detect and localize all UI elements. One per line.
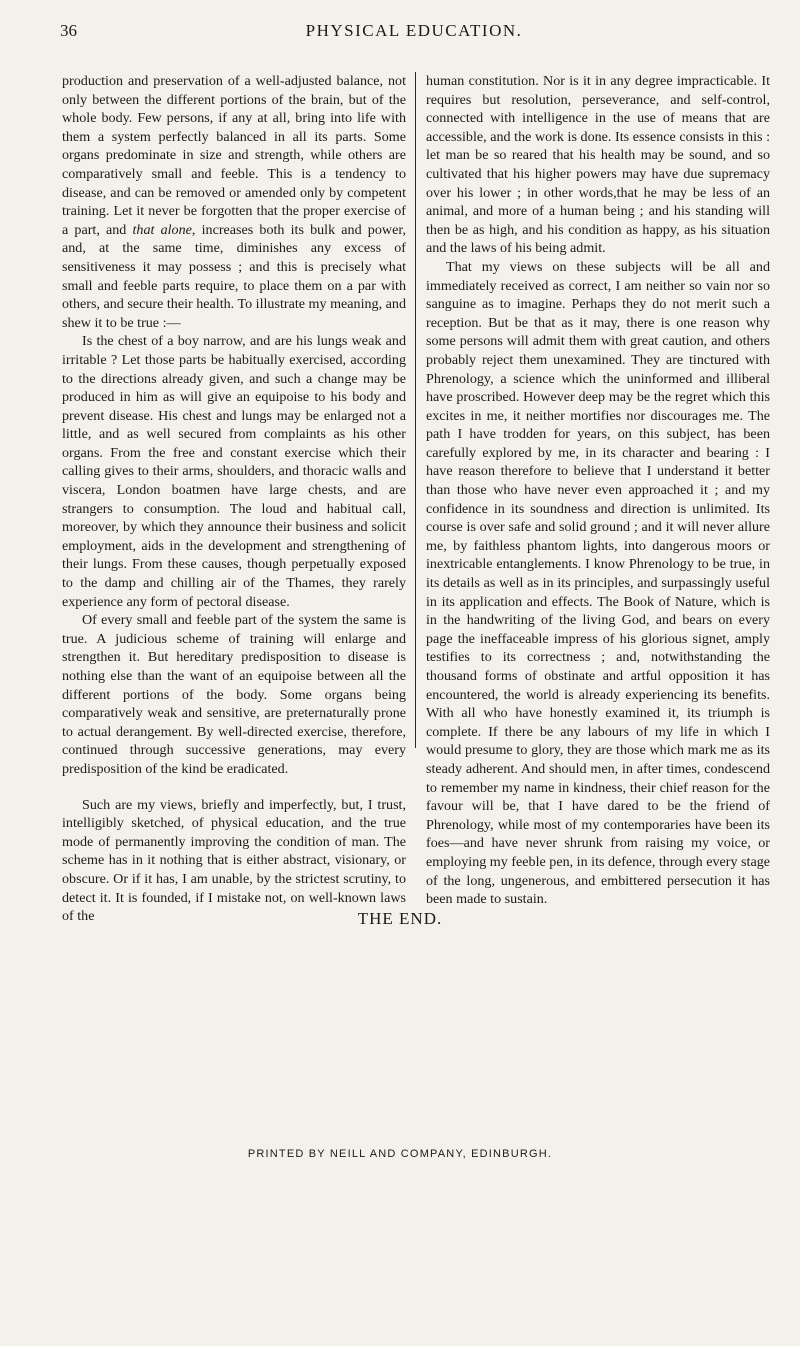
italic-phrase: that alone — [132, 221, 192, 238]
left-paragraph-4: Such are my views, briefly and imperfectly, but, I trust, intelligibly sketched, of physical education, and the true mode of permanently improving the condition of man. The scheme has in it nothing that is either abstract, visionary, or obscure. Or if it has, I am unable, by the strictest scrutiny, to detect it. It is founded, if I mistake not, on well-known laws of the — [62, 796, 406, 925]
printer-imprint: PRINTED BY NEILL AND COMPANY, EDINBURGH. — [247, 1148, 553, 1160]
the-end-heading: THE END. — [357, 909, 443, 928]
left-paragraph-1 — [62, 72, 406, 332]
left-paragraph-1-text: production and preservation of a well-adjusted balance, not only between the different portions of the brain, but of the whole body. Few persons, if any at all, bring into life with them a system perfectly balanced in all its parts. Some organs predominate in size and strength, while others are comparatively small and feeble. This is a tendency to disease, and can be removed or amended only by competent training. Let it never be forgotten that the proper exercise of a part, and — [62, 73, 406, 238]
left-paragraph-1-end: , increases both its bulk and power, and, at the same time, diminishes any excess of sensitiveness it may possess ; and this is precisely what small and feeble parts require, to place them on a par with others, and secure their health. To illustrate my meaning, and shew it to be true :— — [62, 221, 406, 331]
page-number: 36 — [60, 21, 77, 40]
right-paragraph-2: That my views on these subjects will be all and immediately received as correct, I am neither so vain nor so sanguine as to imagine. Perhaps they do not merit such a reception. But be that as it may, there is one reason why some persons will admit them with great caution, and others probably reject them unexamined. They are tinctured with Phrenology, a science which the uninformed and illiberal have proscribed. However deep may be the regret which this excites in me, it neither mortifies nor discourages me. The path I have trodden for years, on this subject, has been carefully explored by me, in its character and bearing : I have reason therefore to believe that I understand it better than those who have never even approached it ; and my confidence in its soundness and direction is unlimited. Its course is over safe and solid ground ; and it will never allure me, by faithless phantom lights, into dangerous moors or inextricable entanglements. I know Phrenology to be true, in its details as well as in its principles, and surpassingly useful in its application and effects. The Book of Nature, which is in the handwriting of the living God, and bears on every page the ineffaceable impress of his glorious signet, amply testifies to its correctness ; and, notwithstanding the thousand forms of obstinate and artful opposition it has encountered, the world is already experiencing its benefits. With all who have honestly examined it, its triumph is complete. If there be any labours of my life in which I would presume to glory, they are those which mark me as its steady adherent. And should men, in after times, condescend to remember my name in kindness, their chief reason for the favour will be, that I have dared to be the friend of Phrenology, while most of my contemporaries have been its foes—and have never shrunk from raising my voice, or employing my feeble pen, in its defence, through every stage of the long, ungenerous, and embittered persecution it has been made to sustain. — [426, 258, 771, 908]
column-divider — [415, 72, 416, 748]
left-paragraph-3: Of every small and feeble part of the system the same is true. A judicious scheme of training will enlarge and strengthen it. But hereditary predisposition to disease is nothing else than the want of an equipoise between all the different portions of the body. Some organs being comparatively weak and sensitive, are preternaturally prone to actual derangement. By well-directed exercise, therefore, continued through successive generations, may every predisposition of the kind be eradicated. — [62, 612, 406, 777]
right-column — [426, 72, 770, 909]
running-head — [60, 20, 768, 46]
running-title: PHYSICAL EDUCATION. — [305, 21, 523, 40]
left-paragraph-2: Is the chest of a boy narrow, and are his lungs weak and irritable ? Let those parts be habitually exercised, according to the directions already given, and such a change may be produced in him as will give an equipoise to his body and prevent disease. His chest and lungs may be enlarged not a little, and as well secured from complaints as his other organs. From the free and constant exercise which their calling gives to their arms, shoulders, and thoracic walls and viscera, London boatmen have large chests, and are strangers to consumption. The loud and habitual call, moreover, by which they announce their business and solicit employment, aids in the development and strengthening of their lungs. From these causes, though perpetually exposed to the damp and chilling air of the Thames, they rarely experience any form of pectoral disease. — [62, 333, 406, 610]
right-paragraph-1: human constitution. Nor is it in any degree impracticable. It requires but resolution, perseverance, and self-control, connected with intelligence in the use of means that are accessible, and the work is done. Its essence consists in this : let man be so reared that his health may be sound, and so cultivated that his higher powers may have due supremacy over his lower ; in other words,that he may be less of an animal, and more of a human being ; and his standing will then be as high, and his condition as happy, as his situation and the laws of his being admit. — [426, 73, 770, 257]
left-column — [62, 72, 406, 926]
